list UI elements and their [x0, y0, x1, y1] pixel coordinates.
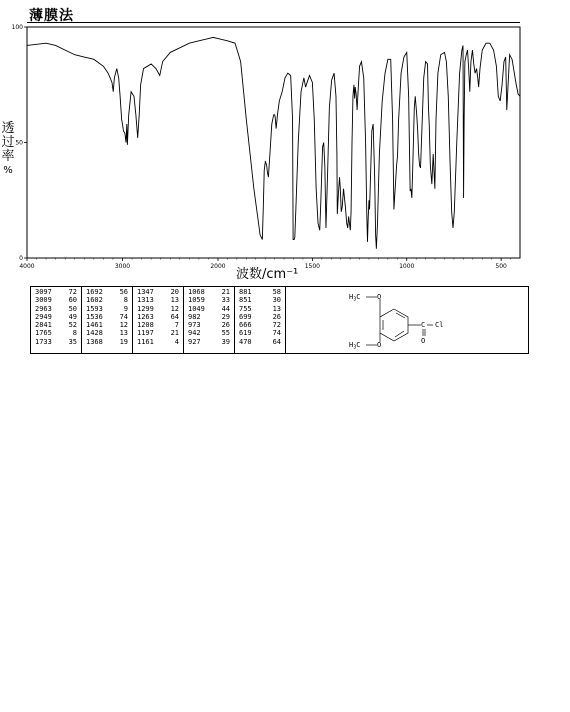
peak-transmittance: 30	[272, 296, 281, 305]
peak-row	[137, 305, 179, 313]
peak-transmittance: 12	[119, 321, 128, 330]
x-tick-label: 500	[495, 263, 507, 270]
peak-row	[35, 305, 77, 313]
peak-row	[35, 313, 77, 321]
x-tick-label: 1500	[304, 263, 321, 270]
peak-wavenumber: 3097	[35, 288, 52, 296]
peak-wavenumber: 1733	[35, 337, 52, 346]
peak-row	[86, 305, 128, 313]
peak-row	[239, 313, 281, 321]
peak-transmittance: 58	[272, 288, 281, 296]
peak-wavenumber: 973	[188, 321, 201, 330]
peak-row	[188, 296, 230, 304]
peak-column	[82, 287, 133, 354]
peak-transmittance: 49	[68, 312, 77, 321]
peak-wavenumber: 1313	[137, 296, 154, 305]
peak-transmittance: 33	[221, 296, 230, 305]
peak-row	[35, 329, 77, 337]
peak-row	[188, 313, 230, 321]
peak-transmittance: 60	[68, 296, 77, 305]
peak-transmittance: 44	[221, 304, 230, 313]
peak-wavenumber: 1368	[86, 337, 103, 346]
peak-wavenumber: 1161	[137, 337, 154, 346]
peak-row	[86, 321, 128, 329]
x-tick-label: 1000	[399, 263, 415, 270]
peak-wavenumber: 1347	[137, 288, 154, 296]
methoxy-top-label: $H_3C$	[349, 293, 361, 303]
peak-wavenumber: 2963	[35, 304, 52, 313]
peak-wavenumber: 1263	[137, 312, 154, 321]
peak-transmittance: 74	[119, 312, 128, 321]
ring-double-bond	[396, 313, 405, 318]
peak-row	[86, 329, 128, 337]
peak-row	[188, 321, 230, 329]
peak-wavenumber: 2949	[35, 312, 52, 321]
peak-wavenumber: 1461	[86, 321, 103, 330]
peak-column	[235, 287, 286, 354]
y-axis-ticks	[12, 24, 27, 262]
y-label-char: 过	[1, 135, 15, 150]
benzene-ring	[380, 309, 408, 341]
peak-transmittance: 56	[119, 288, 128, 296]
x-axis-ticks	[19, 258, 510, 270]
peak-transmittance: 26	[272, 312, 281, 321]
peak-row	[137, 338, 179, 346]
peak-row	[86, 313, 128, 321]
peak-transmittance: 64	[272, 337, 281, 346]
peak-transmittance: 7	[174, 321, 179, 330]
peak-wavenumber: 1208	[137, 321, 154, 330]
ir-spectrum-chart	[0, 0, 570, 285]
peak-wavenumber: 1197	[137, 329, 154, 338]
oxygen-top: O	[377, 293, 382, 301]
peak-wavenumber: 2841	[35, 321, 52, 330]
y-tick-label: 0	[19, 255, 23, 262]
peak-transmittance: 4	[174, 337, 179, 346]
structure-cell	[286, 287, 529, 354]
peak-transmittance: 13	[272, 304, 281, 313]
peak-row	[86, 296, 128, 304]
peak-row	[137, 321, 179, 329]
peak-column	[184, 287, 235, 354]
peak-transmittance: 52	[68, 321, 77, 330]
peak-row	[137, 313, 179, 321]
peak-transmittance: 21	[170, 329, 179, 338]
peak-wavenumber: 851	[239, 296, 252, 305]
peak-wavenumber: 755	[239, 304, 252, 313]
peak-table	[30, 286, 529, 354]
peak-wavenumber: 1299	[137, 304, 154, 313]
peak-transmittance: 35	[68, 337, 77, 346]
y-tick-label: 100	[11, 24, 23, 31]
peak-row	[35, 296, 77, 304]
peak-wavenumber: 1049	[188, 304, 205, 313]
peak-row	[239, 338, 281, 346]
peak-row	[239, 288, 281, 296]
peak-row	[188, 329, 230, 337]
peak-wavenumber: 3009	[35, 296, 52, 305]
peak-row	[239, 329, 281, 337]
peak-transmittance: 20	[170, 288, 179, 296]
peak-transmittance: 72	[272, 321, 281, 330]
y-label-char: 率	[1, 149, 15, 164]
peak-transmittance: 55	[221, 329, 230, 338]
peak-row	[188, 338, 230, 346]
peak-transmittance: 50	[68, 304, 77, 313]
peak-row	[35, 288, 77, 296]
peak-wavenumber: 881	[239, 288, 252, 296]
peak-transmittance: 19	[119, 337, 128, 346]
peak-transmittance: 13	[170, 296, 179, 305]
peak-transmittance: 39	[221, 337, 230, 346]
peak-transmittance: 9	[123, 304, 128, 313]
acyl-carbon: C	[421, 321, 426, 329]
peak-row	[86, 338, 128, 346]
peak-transmittance: 8	[123, 296, 128, 305]
peak-wavenumber: 1765	[35, 329, 52, 338]
peak-wavenumber: 942	[188, 329, 201, 338]
peak-wavenumber: 666	[239, 321, 252, 330]
chlorine: Cl	[435, 321, 444, 329]
y-label-char: 透	[1, 121, 15, 136]
peak-wavenumber: 1593	[86, 304, 103, 313]
peak-transmittance: 8	[72, 329, 77, 338]
page-title: 薄膜法	[29, 8, 74, 24]
x-tick-label: 3000	[114, 263, 131, 270]
peak-wavenumber: 1602	[86, 296, 103, 305]
peak-wavenumber: 1059	[188, 296, 205, 305]
peak-transmittance: 13	[119, 329, 128, 338]
peak-wavenumber: 1428	[86, 329, 103, 338]
molecule-structure	[286, 287, 528, 351]
x-tick-label: 4000	[19, 263, 35, 270]
peak-wavenumber: 619	[239, 329, 252, 338]
peak-transmittance: 29	[221, 312, 230, 321]
peak-row	[137, 288, 179, 296]
spectrum-line	[27, 37, 520, 248]
peak-row	[239, 296, 281, 304]
y-tick-label: 50	[15, 139, 23, 147]
peak-column	[133, 287, 184, 354]
peak-wavenumber: 982	[188, 312, 201, 321]
peak-row	[137, 296, 179, 304]
peak-row	[86, 288, 128, 296]
peak-wavenumber: 1536	[86, 312, 103, 321]
peak-row	[188, 305, 230, 313]
peak-row	[188, 288, 230, 296]
peak-column	[31, 287, 82, 354]
peak-row	[35, 321, 77, 329]
peak-transmittance: 26	[221, 321, 230, 330]
peak-wavenumber: 927	[188, 337, 201, 346]
y-label-char: %	[3, 165, 13, 176]
peak-transmittance: 64	[170, 312, 179, 321]
peak-wavenumber: 699	[239, 312, 252, 321]
oxygen-bottom: O	[377, 341, 382, 349]
x-tick-label: 2000	[210, 263, 226, 270]
peak-transmittance: 74	[272, 329, 281, 338]
carbonyl-oxygen: O	[421, 337, 426, 345]
peak-row	[137, 329, 179, 337]
peak-transmittance: 12	[170, 304, 179, 313]
x-axis-label: 波数/cm⁻¹	[236, 267, 299, 282]
peak-transmittance: 21	[221, 288, 230, 296]
peak-wavenumber: 470	[239, 337, 252, 346]
peak-wavenumber: 1692	[86, 288, 103, 296]
peak-wavenumber: 1068	[188, 288, 205, 296]
methoxy-bottom-label: $H_3C$	[349, 341, 361, 351]
peak-transmittance: 72	[68, 288, 77, 296]
peak-row	[239, 305, 281, 313]
peak-row	[35, 338, 77, 346]
peak-row	[239, 321, 281, 329]
